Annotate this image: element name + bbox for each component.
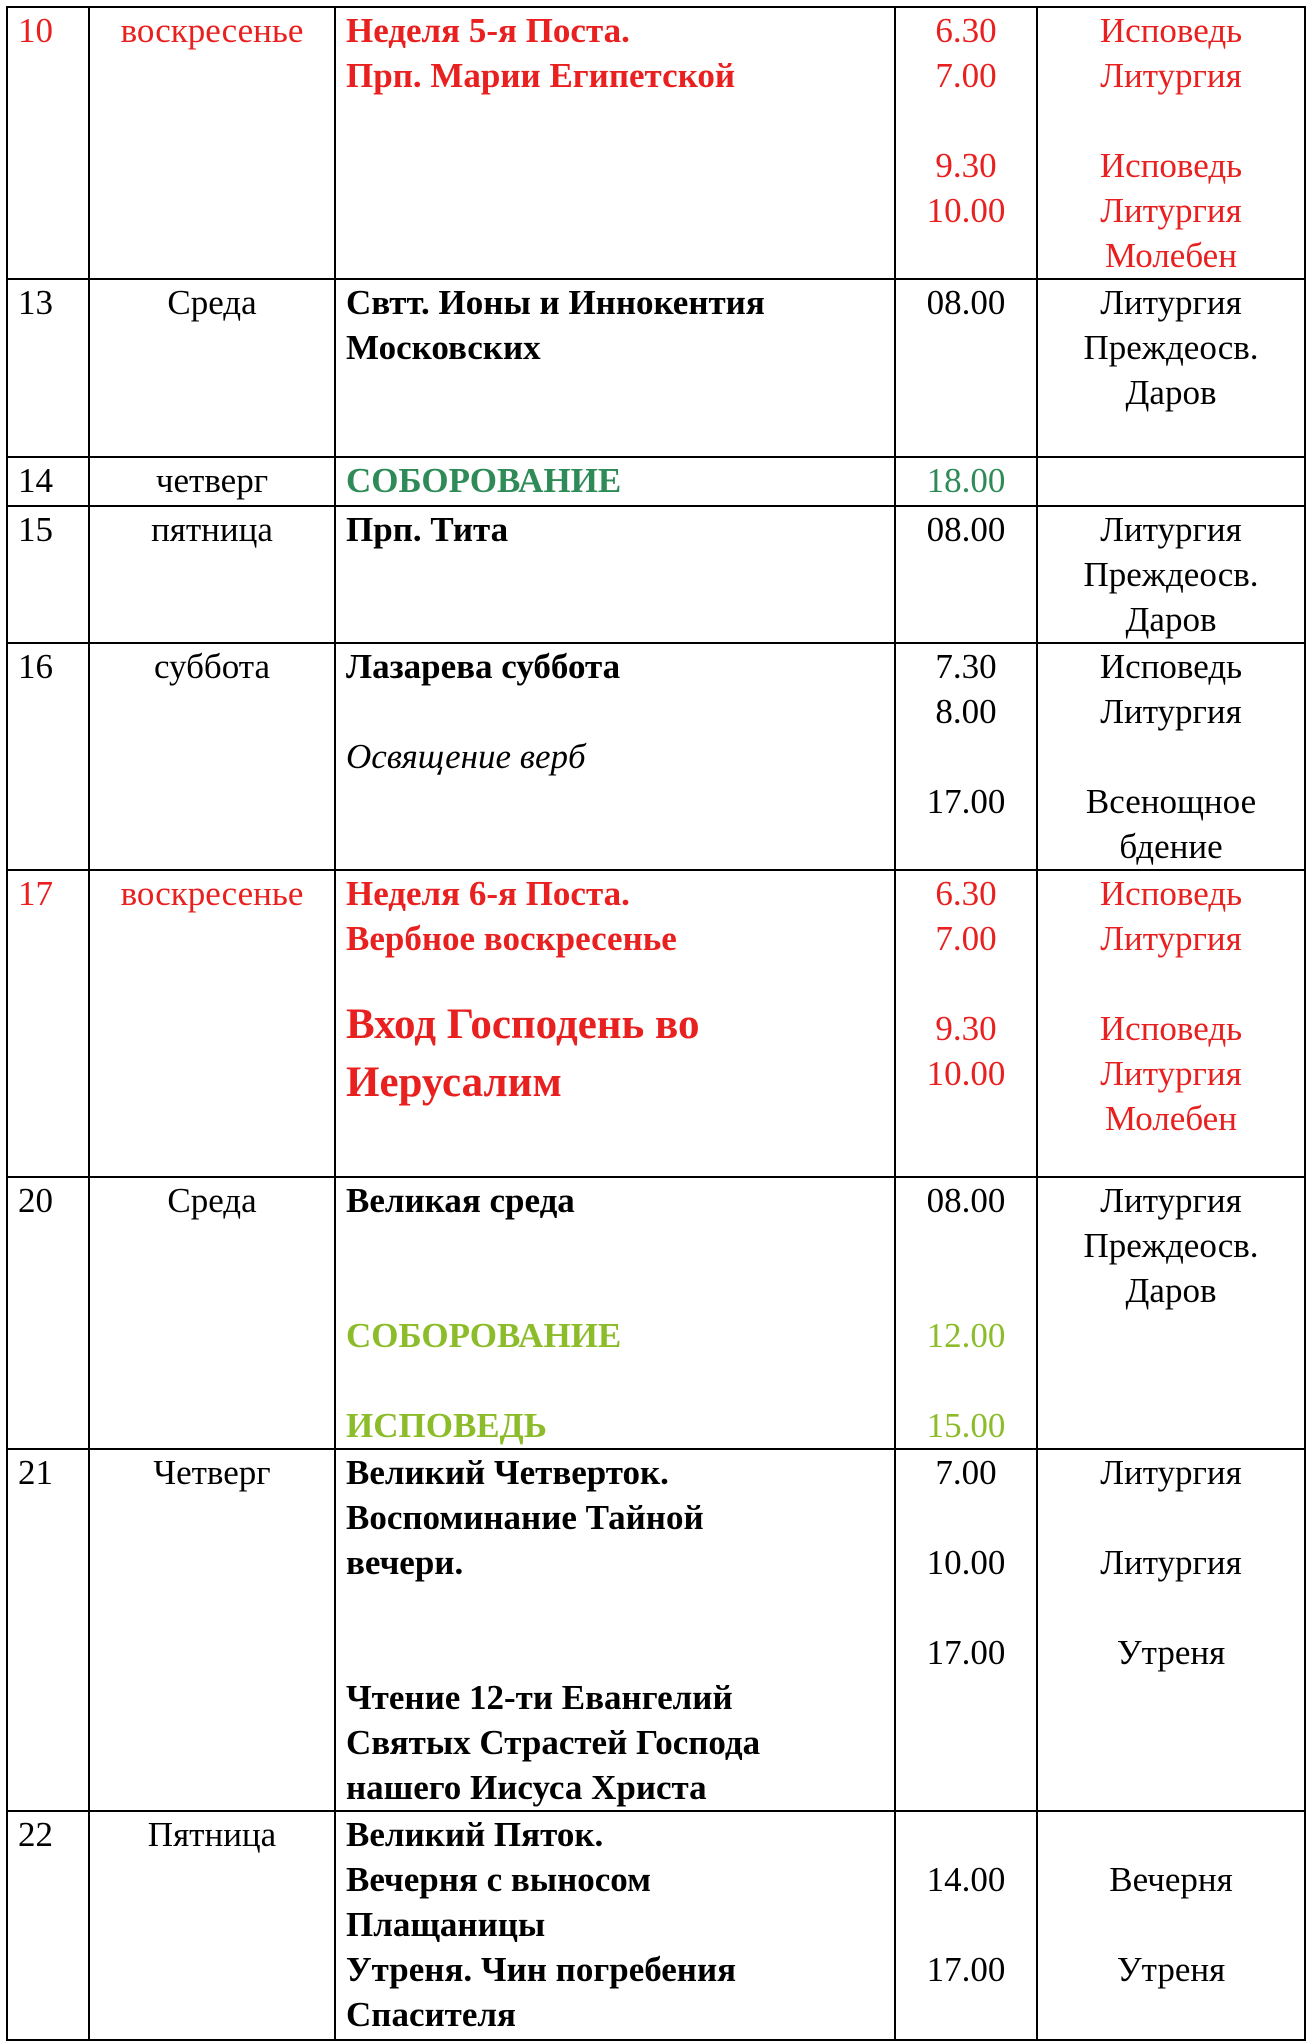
- service-line: бдение: [1119, 827, 1223, 866]
- service-line: Утреня: [1116, 1633, 1226, 1672]
- service-names: [1037, 1177, 1305, 1449]
- weekday: Четверг: [89, 1449, 335, 1811]
- title-line: Освящение верб: [346, 737, 586, 776]
- service-line: Преждеосв.: [1083, 555, 1259, 594]
- time-line: 7.00: [935, 56, 997, 95]
- weekday: суббота: [89, 643, 335, 870]
- time-line: 6.30: [935, 874, 997, 913]
- date-number: 14: [7, 457, 89, 506]
- service-line: Даров: [1125, 600, 1217, 639]
- time-line: [906, 1223, 1026, 1268]
- feast-title: [335, 506, 895, 643]
- time-line: 08.00: [926, 510, 1006, 549]
- service-line: Всенощное: [1085, 782, 1257, 821]
- title-line: Лазарева суббота: [346, 647, 621, 686]
- time-line: 15.00: [926, 1406, 1006, 1445]
- time-line: [906, 1812, 1026, 1857]
- title-line: [346, 1358, 884, 1403]
- service-line: [1048, 1585, 1294, 1630]
- service-line: [1048, 961, 1294, 1006]
- title-line: Вербное воскресенье: [346, 919, 677, 958]
- service-line: Литургия: [1100, 1543, 1242, 1582]
- title-line: Неделя 5-я Поста.: [346, 11, 630, 50]
- feast-title: [335, 1811, 895, 2040]
- service-line: Литургия: [1100, 191, 1242, 230]
- service-times: [895, 1811, 1037, 2040]
- service-times: [895, 457, 1037, 506]
- title-line: СОБОРОВАНИЕ: [346, 461, 622, 500]
- service-names: [1037, 457, 1305, 506]
- title-line: вечери.: [346, 1543, 464, 1582]
- service-names: [1037, 506, 1305, 643]
- time-line: [906, 1358, 1026, 1403]
- service-line: Даров: [1125, 373, 1217, 412]
- feast-title: [335, 7, 895, 279]
- service-line: Исповедь: [1099, 11, 1243, 50]
- service-line: Молебен: [1105, 1099, 1237, 1138]
- date-number: 16: [7, 643, 89, 870]
- time-line: [906, 98, 1026, 143]
- feast-headline: Вход Господень во: [346, 1001, 700, 1048]
- feast-title: [335, 643, 895, 870]
- title-line: Прп. Тита: [346, 510, 509, 549]
- feast-title: [335, 279, 895, 457]
- service-names: [1037, 1449, 1305, 1811]
- table-row: [7, 643, 1305, 870]
- time-line: [906, 1495, 1026, 1540]
- service-times: [895, 1177, 1037, 1449]
- service-line: Литургия: [1100, 692, 1242, 731]
- title-line: Прп. Марии Египетской: [346, 56, 736, 95]
- title-line: Вечерня с выносом: [346, 1860, 651, 1899]
- service-line: Утреня: [1116, 1950, 1226, 1989]
- table-row: [7, 1177, 1305, 1449]
- service-line: Преждеосв.: [1083, 328, 1259, 367]
- time-line: [906, 961, 1026, 1006]
- service-line: [1048, 734, 1294, 779]
- service-times: [895, 7, 1037, 279]
- date-number: 17: [7, 870, 89, 1177]
- service-line: Молебен: [1105, 236, 1237, 275]
- weekday: воскресенье: [89, 7, 335, 279]
- time-line: 10.00: [926, 1054, 1006, 1093]
- time-line: 9.30: [935, 146, 997, 185]
- date-number: 21: [7, 1449, 89, 1811]
- service-line: Исповедь: [1099, 146, 1243, 185]
- service-line: Исповедь: [1099, 1009, 1243, 1048]
- date-number: 22: [7, 1811, 89, 2040]
- feast-title: [335, 870, 895, 1177]
- title-line: Великий Четверток.: [346, 1453, 669, 1492]
- feast-headline: Иерусалим: [346, 1059, 562, 1106]
- time-line: 12.00: [926, 1316, 1006, 1355]
- date-number: 13: [7, 279, 89, 457]
- service-names: [1037, 1811, 1305, 2040]
- title-line: [346, 1223, 884, 1268]
- time-line: [906, 1902, 1026, 1947]
- title-line: [346, 1630, 884, 1675]
- weekday: воскресенье: [89, 870, 335, 1177]
- time-line: 08.00: [926, 283, 1006, 322]
- time-line: 08.00: [926, 1181, 1006, 1220]
- time-line: [906, 1268, 1026, 1313]
- service-times: [895, 279, 1037, 457]
- service-names: [1037, 870, 1305, 1177]
- title-line: [346, 689, 884, 734]
- service-line: [1048, 1495, 1294, 1540]
- weekday: Пятница: [89, 1811, 335, 2040]
- date-number: 20: [7, 1177, 89, 1449]
- weekday: Среда: [89, 279, 335, 457]
- title-line: СОБОРОВАНИЕ: [346, 1316, 622, 1355]
- service-line: Литургия: [1100, 283, 1242, 322]
- feast-title: [335, 1449, 895, 1811]
- time-line: 18.00: [926, 461, 1006, 500]
- time-line: 9.30: [935, 1009, 997, 1048]
- spacer: [346, 961, 884, 996]
- service-line: Литургия: [1100, 1181, 1242, 1220]
- title-line: нашего Иисуса Христа: [346, 1768, 707, 1807]
- title-line: [346, 1585, 884, 1630]
- service-line: [1048, 98, 1294, 143]
- service-names: [1037, 279, 1305, 457]
- time-line: 8.00: [935, 692, 997, 731]
- time-line: 7.00: [935, 919, 997, 958]
- table-row: [7, 7, 1305, 279]
- service-times: [895, 506, 1037, 643]
- title-line: Великая среда: [346, 1181, 575, 1220]
- title-line: Спасителя: [346, 1995, 516, 2034]
- service-names: [1037, 643, 1305, 870]
- title-line: Великий Пяток.: [346, 1815, 604, 1854]
- time-line: 7.00: [935, 1453, 997, 1492]
- schedule-table: [6, 6, 1306, 2041]
- time-line: 7.30: [935, 647, 997, 686]
- title-line: Свтт. Ионы и Иннокентия: [346, 283, 765, 322]
- service-times: [895, 643, 1037, 870]
- time-line: 17.00: [926, 1950, 1006, 1989]
- service-names: [1037, 7, 1305, 279]
- service-line: Литургия: [1100, 1054, 1242, 1093]
- title-line: [346, 1268, 884, 1313]
- service-times: [895, 1449, 1037, 1811]
- time-line: [906, 1585, 1026, 1630]
- service-line: Преждеосв.: [1083, 1226, 1259, 1265]
- service-line: Даров: [1125, 1271, 1217, 1310]
- service-line: Исповедь: [1099, 647, 1243, 686]
- table-row: [7, 457, 1305, 506]
- service-line: [1048, 1812, 1294, 1857]
- title-line: Святых Страстей Господа: [346, 1723, 761, 1762]
- title-line: ИСПОВЕДЬ: [346, 1406, 547, 1445]
- service-line: Исповедь: [1099, 874, 1243, 913]
- feast-title: [335, 1177, 895, 1449]
- date-number: 10: [7, 7, 89, 279]
- service-line: Литургия: [1100, 56, 1242, 95]
- weekday: четверг: [89, 457, 335, 506]
- service-line: Литургия: [1100, 1453, 1242, 1492]
- feast-title: [335, 457, 895, 506]
- title-line: Плащаницы: [346, 1905, 546, 1944]
- time-line: 6.30: [935, 11, 997, 50]
- table-row: [7, 279, 1305, 457]
- title-line: Неделя 6-я Поста.: [346, 874, 630, 913]
- service-line: Вечерня: [1109, 1860, 1233, 1899]
- title-line: Воспоминание Тайной: [346, 1498, 704, 1537]
- table-row: [7, 870, 1305, 1177]
- table-row: [7, 1449, 1305, 1811]
- time-line: 14.00: [926, 1860, 1006, 1899]
- service-line: Литургия: [1100, 919, 1242, 958]
- title-line: Московских: [346, 328, 541, 367]
- time-line: 17.00: [926, 782, 1006, 821]
- time-line: 17.00: [926, 1633, 1006, 1672]
- date-number: 15: [7, 506, 89, 643]
- title-line: Утреня. Чин погребения: [346, 1950, 737, 1989]
- service-line: [1048, 1902, 1294, 1947]
- time-line: [906, 734, 1026, 779]
- weekday: Среда: [89, 1177, 335, 1449]
- time-line: 10.00: [926, 191, 1006, 230]
- weekday: пятница: [89, 506, 335, 643]
- time-line: 10.00: [926, 1543, 1006, 1582]
- service-line: Литургия: [1100, 510, 1242, 549]
- table-row: [7, 506, 1305, 643]
- table-row: [7, 1811, 1305, 2040]
- title-line: Чтение 12-ти Евангелий: [346, 1678, 733, 1717]
- service-times: [895, 870, 1037, 1177]
